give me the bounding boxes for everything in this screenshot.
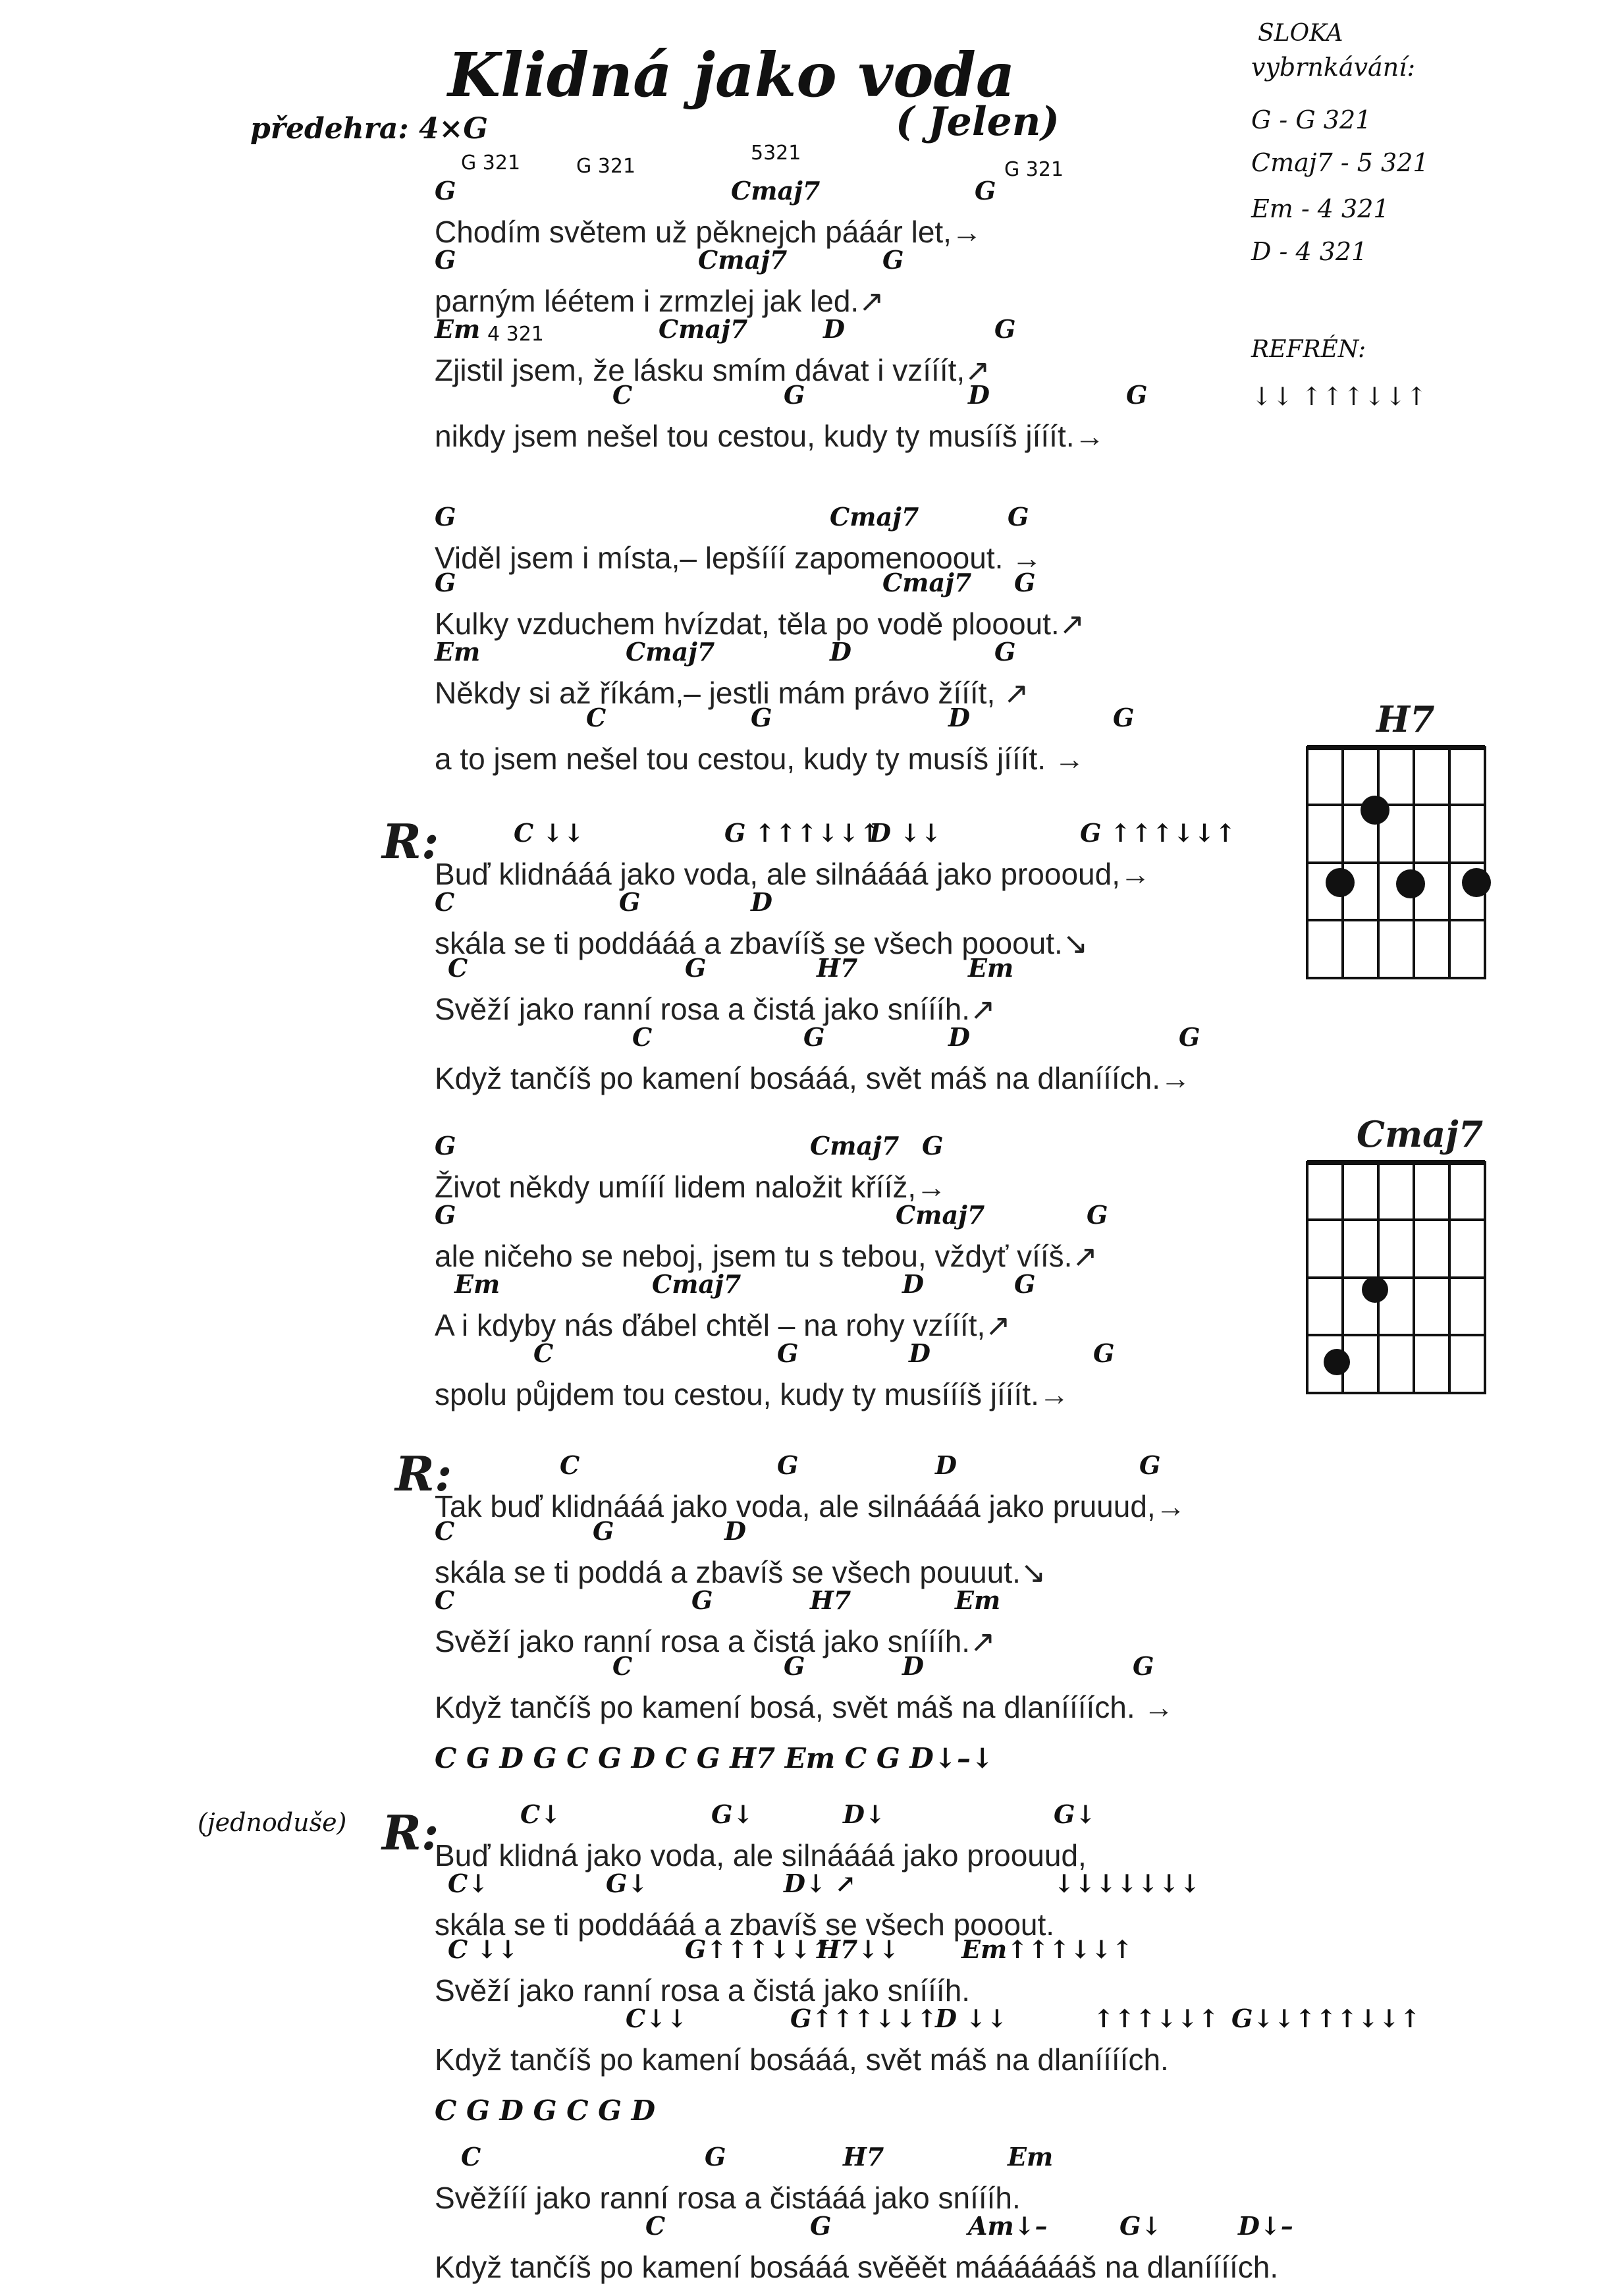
- chord-label: D: [902, 1269, 924, 1299]
- h7-chord-diagram: [1304, 744, 1495, 981]
- finger-note: 4 321: [487, 323, 544, 346]
- chord-label: C↓: [448, 1869, 489, 1898]
- chord-label: Em: [454, 1269, 500, 1299]
- chord-label: ↑↑↑↓↓↑: [1093, 2004, 1220, 2033]
- chord-label: H7: [810, 1585, 851, 1615]
- lyric-line: a to jsem nešel tou cestou, kudy ty musíš jííít. →: [435, 742, 1085, 776]
- finger-note: G 321: [576, 155, 636, 178]
- chord-label: C: [586, 703, 607, 732]
- chord-label: G: [975, 176, 996, 205]
- chord-label: Em: [955, 1585, 1001, 1615]
- chord-label: H7: [817, 953, 858, 983]
- chord-label: Cmaj7: [731, 176, 821, 205]
- lyric-line: nikdy jsem nešel tou cestou, kudy ty musííš jííít.→: [435, 419, 1105, 453]
- lyric-line: Když tančíš po kamení bosááá svěěět mááááááš na dlaníííích.: [435, 2250, 1279, 2284]
- chord-label: G: [1126, 380, 1148, 410]
- h7-dot: [1361, 796, 1389, 825]
- chord-label: D: [948, 1022, 970, 1052]
- chord-label: D↓: [843, 1799, 886, 1829]
- chord-label: C: [632, 1022, 653, 1052]
- chord-label: D ↓↓: [935, 2004, 1008, 2033]
- chord-label: C: [448, 953, 468, 983]
- chord-label: H7: [843, 2142, 884, 2172]
- chord-label: G: [705, 2142, 726, 2172]
- chord-label: G↓: [606, 1869, 649, 1898]
- chord-label: C: [645, 2211, 666, 2241]
- chord-label: G: [435, 176, 456, 205]
- chord-label: D: [830, 637, 851, 667]
- lyric-line: ale ničeho se neboj, jsem tu s tebou, vždyť vííš.↗: [435, 1239, 1098, 1273]
- chord-label: C: [461, 2142, 481, 2172]
- lyric-line: Svěží jako ranní rosa a čistá jako sníííh.↗: [435, 992, 996, 1026]
- chord-label: D↓–: [1238, 2211, 1293, 2241]
- chord-label: Em: [1008, 2142, 1054, 2172]
- chord-label: G: [685, 953, 707, 983]
- chord-label: G: [1008, 502, 1029, 532]
- lyric-line: Svěží jako ranní rosa a čistá jako sníííh.↗: [435, 1624, 996, 1658]
- h7-dot: [1462, 868, 1491, 897]
- song-title: Klidná jako voda: [448, 40, 1015, 111]
- chord-label: Em: [435, 637, 481, 667]
- chord-label: G: [435, 245, 456, 275]
- chord-label: ↓↓↓↓↓↓↓: [1054, 1869, 1200, 1898]
- chord-label: G: [810, 2211, 832, 2241]
- h7-dot: [1396, 869, 1425, 898]
- chord-label: G ↑↑↑↓↓↑: [724, 818, 880, 848]
- chord-label: G ↑↑↑↓↓↑: [1080, 818, 1236, 848]
- picking-pattern-g: G - G 321: [1251, 105, 1372, 134]
- chord-label: G: [435, 568, 456, 597]
- lyric-line: skála se ti poddá a zbavíš se všech pouuut.↘: [435, 1555, 1046, 1589]
- sloka-label: SLOKA: [1258, 20, 1343, 47]
- chord-label: G: [1113, 703, 1135, 732]
- chord-label: G↑↑↑↓↓↑: [685, 1934, 832, 1964]
- chord-label: G: [1139, 1450, 1161, 1480]
- chord-label: D: [909, 1338, 930, 1368]
- chord-label: C ↓↓: [514, 818, 585, 848]
- refrain-mark: R:: [382, 1805, 439, 1861]
- lyric-line: Buď klidná jako voda, ale silnáááá jako proouud,: [435, 1838, 1087, 1872]
- chord-label: D: [948, 703, 970, 732]
- chord-label: G: [803, 1022, 825, 1052]
- chord-label: G: [1179, 1022, 1200, 1052]
- chord-label: Cmaj7: [830, 502, 919, 532]
- chord-label: G: [593, 1516, 614, 1546]
- chord-label: G: [1014, 568, 1036, 597]
- chord-label: C↓↓: [626, 2004, 688, 2033]
- chord-label: G: [435, 1200, 456, 1230]
- chord-label: G: [777, 1338, 799, 1368]
- chord-label: D: [935, 1450, 957, 1480]
- chord-label: G: [994, 637, 1016, 667]
- lyric-line: Někdy si až říkám,– jestli mám právo žííít, ↗: [435, 676, 1029, 710]
- lyric-line: Kulky vzduchem hvízdat, těla po vodě plooout.↗: [435, 607, 1085, 641]
- lyric-line: Když tančíš po kamení bosááá, svět máš na dlanííích.→: [435, 1061, 1191, 1095]
- chord-label: G: [784, 380, 805, 410]
- chord-label: Em: [435, 314, 481, 344]
- chord-label: Em↑↑↑↓↓↑: [961, 1934, 1133, 1964]
- cmaj7-dot: [1324, 1349, 1350, 1375]
- chord-label: G: [994, 314, 1016, 344]
- chord-label: G↑↑↑↓↓↑: [790, 2004, 938, 2033]
- chord-label: D: [902, 1651, 924, 1681]
- refren-strum: ↓↓ ↑↑↑↓↓↑: [1251, 382, 1427, 411]
- chord-label: C: [435, 887, 455, 917]
- lyric-line: Svěžííí jako ranní rosa a čistááá jako sníííh.: [435, 2181, 1021, 2215]
- chord-label: G↓: [1054, 1799, 1096, 1829]
- lyric-line: Svěží jako ranní rosa a čistá jako sníííh.: [435, 1973, 971, 2008]
- lyric-line: A i kdyby nás ďábel chtěl – na rohy vzííít,↗: [435, 1308, 1011, 1342]
- chord-label: Cmaj7: [810, 1131, 900, 1161]
- lyric-line: Chodím světem už pěknejch pááár let,→: [435, 215, 982, 249]
- chord-label: G: [1133, 1651, 1154, 1681]
- chord-label: D: [968, 380, 990, 410]
- chord-label: C: [533, 1338, 554, 1368]
- simple-note: (jednoduše): [198, 1808, 347, 1837]
- chord-label: G: [1093, 1338, 1115, 1368]
- chord-label: C ↓↓: [448, 1934, 519, 1964]
- chord-label: G: [1087, 1200, 1108, 1230]
- chord-label: G: [777, 1450, 799, 1480]
- h7-diagram-title: H7: [1376, 698, 1435, 740]
- chord-label: G: [922, 1131, 944, 1161]
- picking-pattern-em: Em - 4 321: [1251, 194, 1389, 223]
- chord-label: D: [823, 314, 845, 344]
- chord-label: G: [619, 887, 641, 917]
- chord-label: C↓: [520, 1799, 562, 1829]
- lyric-line: Tak buď klidnááá jako voda, ale silnáááá jako pruuud,→: [435, 1489, 1186, 1523]
- lyric-line: parným léétem i zrmzlej jak led.↗: [435, 284, 884, 318]
- chord-label: Cmaj7: [626, 637, 715, 667]
- chord-label: Cmaj7: [882, 568, 972, 597]
- song-author: ( Jelen): [896, 99, 1060, 145]
- picking-pattern-d: D - 4 321: [1251, 237, 1368, 266]
- chord-label: Cmaj7: [896, 1200, 985, 1230]
- chord-label: D ↓↓: [869, 818, 942, 848]
- chord-label: G↓↓↑↑↑↓↓↑: [1231, 2004, 1421, 2033]
- lyric-line: Život někdy umííí lidem naložit křííž,→: [435, 1170, 947, 1204]
- chord-label: H7↓↓: [817, 1934, 900, 1964]
- refrain-mark: R:: [395, 1446, 452, 1502]
- lyric-line: skála se ti poddááá a zbavíš se všech pooout.: [435, 1907, 1055, 1942]
- refrain-mark: R:: [382, 813, 439, 869]
- cmaj7-dot: [1362, 1276, 1388, 1303]
- chord-label: Cmaj7: [698, 245, 788, 275]
- chord-label: C: [435, 1516, 455, 1546]
- chord-label: D: [724, 1516, 746, 1546]
- refren-label: REFRÉN:: [1251, 336, 1366, 363]
- chord-sequence-line: C G D G C G D C G H7 Em C G D↓–↓: [435, 1742, 994, 1774]
- h7-dot: [1326, 868, 1355, 897]
- lyric-line: Zjistil jsem, že lásku smím dávat i vzííít,↗: [435, 353, 990, 387]
- chord-label: Em: [968, 953, 1014, 983]
- cmaj7-diagram-title: Cmaj7: [1357, 1113, 1484, 1155]
- chord-label: C: [612, 1651, 633, 1681]
- chord-label: G: [751, 703, 772, 732]
- finger-note: G 321: [461, 151, 521, 175]
- chord-label: G: [435, 1131, 456, 1161]
- chord-label: G: [1014, 1269, 1036, 1299]
- lyric-line: Když tančíš po kamení bosááá, svět máš na dlaníííích.: [435, 2042, 1169, 2077]
- chord-label: G↓: [1119, 2211, 1162, 2241]
- lyric-line: Buď klidnááá jako voda, ale silnáááá jako proooud,→: [435, 857, 1150, 891]
- intro-note: předehra: 4×G: [250, 112, 489, 146]
- finger-note: G 321: [1004, 158, 1064, 181]
- cmaj7-chord-diagram: [1304, 1159, 1495, 1396]
- chord-label: C: [435, 1585, 455, 1615]
- chord-label: Cmaj7: [659, 314, 748, 344]
- chord-label: G↓: [711, 1799, 754, 1829]
- chord-label: G: [882, 245, 904, 275]
- lyric-line: Viděl jsem i místa,– lepšííí zapomenooout. →: [435, 541, 1042, 575]
- picking-pattern-cmaj7: Cmaj7 - 5 321: [1251, 148, 1429, 177]
- chord-label: G: [435, 502, 456, 532]
- chord-label: C: [612, 380, 633, 410]
- chord-label: D↓ ↗: [784, 1869, 856, 1898]
- chord-label: Am↓–: [968, 2211, 1048, 2241]
- chord-label: Cmaj7: [652, 1269, 742, 1299]
- chord-sequence-line: C G D G C G D: [435, 2094, 656, 2127]
- finger-note: 5321: [751, 142, 801, 165]
- chord-label: D: [751, 887, 772, 917]
- picking-label: vybrnkávání:: [1251, 53, 1416, 82]
- chord-label: C: [560, 1450, 580, 1480]
- lyric-line: skála se ti poddááá a zbavííš se všech pooout.↘: [435, 926, 1089, 960]
- chord-label: G: [691, 1585, 713, 1615]
- chord-label: G: [784, 1651, 805, 1681]
- lyric-line: spolu půjdem tou cestou, kudy ty musíííš jííít.→: [435, 1377, 1069, 1411]
- lyric-line: Když tančíš po kamení bosá, svět máš na dlaníííích. →: [435, 1690, 1174, 1724]
